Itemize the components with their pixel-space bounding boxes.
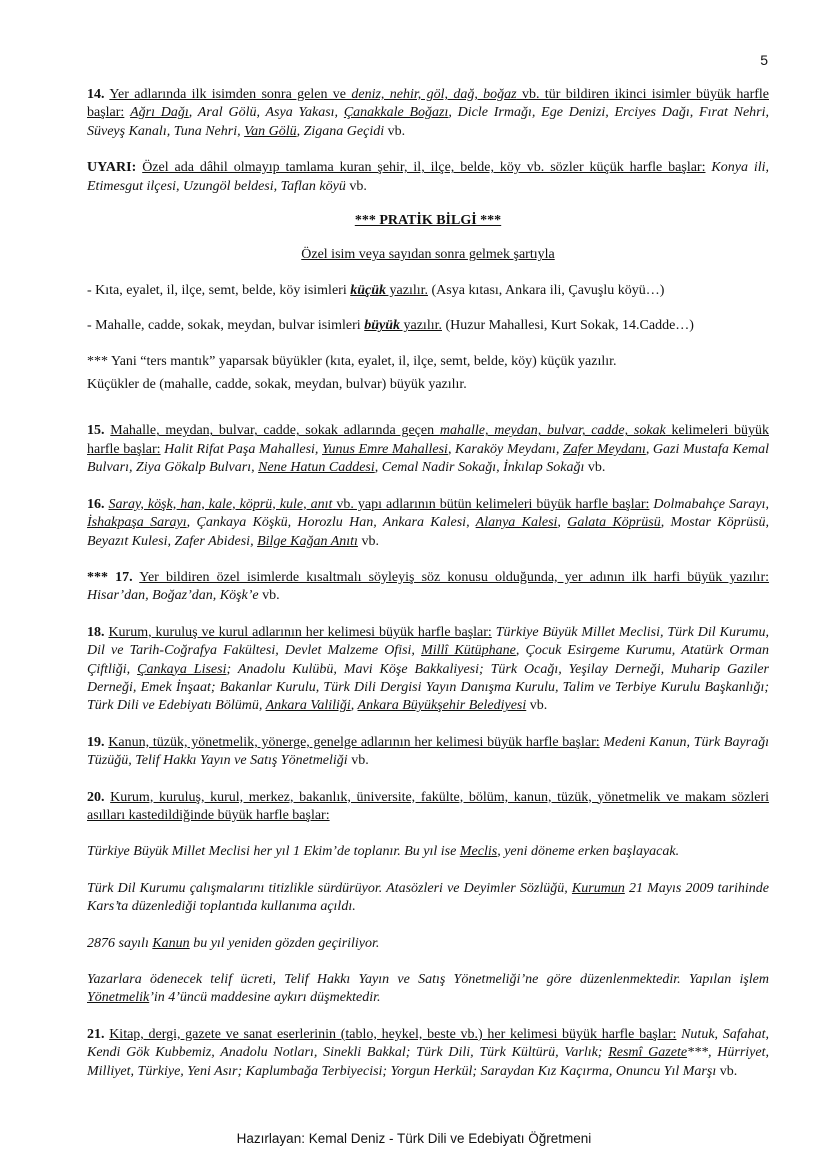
example-sentence-3: 2876 sayılı Kanun bu yıl yeniden gözden geçiriliyor. bbox=[87, 935, 380, 951]
example-sentence-1: Türkiye Büyük Millet Meclisi her yıl 1 Ekim’de toplanır. Bu yıl ise Meclis, yeni döneme erken başlayacak. bbox=[87, 844, 680, 860]
rule-number: 15. bbox=[87, 423, 105, 439]
example-sentence-4: Yazarlara ödenecek telif ücreti, Telif Hakkı Yayın ve Satış Yönetmeliği’ne göre düzenlenmektedir. Yapılan işlem Yönetmelik’in 4’üncü maddesine aykırı düşmektedir. bbox=[87, 972, 769, 1006]
rule-text: Yer adlarında ilk isimden sonra gelen ve deniz, nehir, göl, dağ, boğaz vb. tür bildiren ikinci isimler büyük harfle başlar: bbox=[87, 87, 770, 121]
example-sentence-2: Türk Dil Kurumu çalışmalarını titizlikle sürdürüyor. Atasözleri ve Deyimler Sözlüğü, Kurumun 21 Mayıs 2009 tarihinde Kars’ta düzenlediği toplantıda kullanıma açıldı. bbox=[87, 880, 770, 915]
rule-number: 20. bbox=[87, 789, 105, 805]
rule-text: Kitap, dergi, gazete ve sanat eserlerinin (tablo, heykel, beste vb.) her kelimesi büyük harfle başlar: bbox=[109, 1026, 677, 1042]
rule-17: *** 17. Yer bildiren özel isimlerde kısaltmalı söyleyiş söz konusu olduğunda, yer adının ilk harfi büyük yazılır: Hisar’dan, Boğaz’dan, Köşk’e vb. bbox=[87, 569, 770, 604]
page-footer: Hazırlayan: Kemal Deniz - Türk Dili ve Edebiyatı Öğretmeni bbox=[236, 1131, 592, 1146]
practical-line-3: *** Yani “ters mantık” yaparsak büyükler (kıta, eyalet, il, ilçe, semt, belde, köy) küçük yazılır. bbox=[87, 353, 617, 369]
warning-note: UYARI: Özel ada dâhil olmayıp tamlama kuran şehir, il, ilçe, belde, köy vb. sözler küçük harfle başlar: Konya ili, Etimesgut ilçesi, Uzungöl beldesi, Taflan köyü vb. bbox=[87, 160, 770, 194]
examples: Dolmabahçe Sarayı, İshakpaşa Sarayı, Çankaya Köşkü, Horozlu Han, Ankara Kalesi, Alanya Kalesi, Galata Köprüsü, Mostar Köprüsü, Beyazıt Kulesi, Zafer Abidesi, Bilge Kağan Anıtı bbox=[87, 496, 770, 549]
rule-14: 14. Yer adlarında ilk isimden sonra gelen ve deniz, nehir, göl, dağ, boğaz vb. tür bildiren ikinci isimler büyük harfle başlar: Ağrı Dağı, Aral Gölü, Asya Yakası, Çanakkale Boğazı, Dicle Irmağı, Ege Denizi, Erciyes Dağı, Fırat Nehri, Süveyş Kanalı, Tuna Nehri, Van Gölü, Zigana Geçidi vb. bbox=[87, 87, 770, 139]
examples: Nutuk, Safahat, Kendi Gök Kubbemiz, Anadolu Notları, Sinekli Bakkal; Türk Dili, Türk Kültürü, Varlık; Resmî Gazete***, Hürriyet, Milliyet, Türkiye, Yeni Asır; Kaplumbağa Terbiyecisi; Yorgun Herkül; Saraydan Kız Kaçırma, Onuncu Yıl Marşı bbox=[87, 1026, 770, 1079]
practical-info-title: *** PRATİK BİLGİ *** bbox=[354, 213, 502, 229]
rule-16: 16. Saray, köşk, han, kale, köprü, kule, anıt vb. yapı adlarının bütün kelimeleri büyük harfle başlar: Dolmabahçe Sarayı, İshakpaşa Sarayı, Çankaya Köşkü, Horozlu Han, Ankara Kalesi, Alanya Kalesi, Galata Köprüsü, Mostar Köprüsü, Beyazıt Kulesi, Zafer Abidesi, Bilge Kağan Anıtı vb. bbox=[87, 496, 770, 549]
document-body bbox=[87, 86, 769, 1081]
rule-text: Kurum, kuruluş, kurul, merkez, bakanlık, üniversite, fakülte, bölüm, kanun, tüzük, yönetmelik ve makam sözleri asılları kastedildiğinde büyük harfle başlar: bbox=[87, 789, 770, 823]
rule-text: Kanun, tüzük, yönetmelik, yönerge, genelge adlarının her kelimesi büyük harfle başlar: bbox=[108, 734, 600, 750]
rule-text: Yer bildiren özel isimlerde kısaltmalı söyleyiş söz konusu olduğunda, yer adının ilk harfi büyük yazılır: bbox=[139, 569, 770, 585]
rule-20 bbox=[87, 789, 769, 826]
rule-text: Mahalle, meydan, bulvar, cadde, sokak adlarında geçen mahalle, meydan, bulvar, cadde, sokak kelimeleri büyük harfle başlar: bbox=[87, 423, 769, 457]
rule-19: 19. Kanun, tüzük, yönetmelik, yönerge, genelge adlarının her kelimesi büyük harfle başlar: Medeni Kanun, Türk Bayrağı Tüzüğü, Telif Hakkı Yayın ve Satış Yönetmeliği vb. bbox=[87, 734, 770, 769]
examples: Hisar’dan, Boğaz’dan, Köşk’e bbox=[87, 588, 259, 604]
examples: Medeni Kanun, Türk Bayrağı Tüzüğü, Telif Hakkı Yayın ve Satış Yönetmeliği bbox=[87, 734, 770, 769]
rule-text: Saray, köşk, han, kale, köprü, kule, anıt vb. yapı adlarının bütün kelimeleri büyük harfle başlar: bbox=[108, 496, 650, 512]
rule-number: 21. bbox=[87, 1026, 105, 1042]
examples: Ağrı Dağı, Aral Gölü, Asya Yakası, Çanakkale Boğazı, Dicle Irmağı, Ege Denizi, Erciyes Dağı, Fırat Nehri, Süveyş Kanalı, Tuna Nehri, Van Gölü, Zigana Geçidi bbox=[87, 105, 770, 139]
rule-number: 16. bbox=[87, 496, 105, 512]
rule-number: 18. bbox=[87, 624, 105, 640]
practical-line-1: - Kıta, eyalet, il, ilçe, semt, belde, köy isimleri küçük yazılır. (Asya kıtası, Ankara ili, Çavuşlu köyü…) bbox=[87, 282, 665, 298]
practical-line-4: Küçükler de (mahalle, cadde, sokak, meydan, bulvar) büyük yazılır. bbox=[87, 377, 467, 393]
page-number: 5 bbox=[760, 52, 768, 68]
rule-number: 14. bbox=[87, 87, 105, 102]
rule-text: Kurum, kuruluş ve kurul adlarının her kelimesi büyük harfle başlar: bbox=[108, 624, 492, 640]
practical-line-2: - Mahalle, cadde, sokak, meydan, bulvar isimleri büyük yazılır. (Huzur Mahallesi, Kurt Sokak, 14.Cadde…) bbox=[87, 318, 694, 334]
rule-number: 17. bbox=[115, 569, 133, 585]
rule-21: 21. Kitap, dergi, gazete ve sanat eserlerinin (tablo, heykel, beste vb.) her kelimesi büyük harfle başlar: Nutuk, Safahat, Kendi Gök Kubbemiz, Anadolu Notları, Sinekli Bakkal; Türk Dili, Türk Kültürü, Varlık; Resmî Gazete***, Hürriyet, Milliyet, Türkiye, Yeni Asır; Kaplumbağa Terbiyecisi; Yorgun Herkül; Saraydan Kız Kaçırma, Onuncu Yıl Marşı vb. bbox=[87, 1026, 770, 1079]
rule-18: 18. Kurum, kuruluş ve kurul adlarının her kelimesi büyük harfle başlar: Türkiye Büyük Millet Meclisi, Türk Dil Kurumu, Dil ve Tarih-Coğrafya Fakültesi, Devlet Malzeme Ofisi, Millî Kütüphane, Çocuk Esirgeme Kurumu, Atatürk Orman Çiftliği, Çankaya Lisesi; Anadolu Kulübü, Mavi Köşe Bakkaliyesi; Türk Ocağı, Yeşilay Derneği, Muharip Gaziler Derneği, Emek İnşaat; Bakanlar Kurulu, Türk Dili Dergisi Yayın Danışma Kurulu, Talim ve Terbiye Kurulu Başkanlığı; Türk Dili ve Edebiyatı Bölümü, Ankara Valiliği, Ankara Büyükşehir Belediyesi vb. bbox=[87, 624, 770, 714]
examples: Halit Rifat Paşa Mahallesi, Yunus Emre Mahallesi, Karaköy Meydanı, Zafer Meydanı, Gazi Mustafa Kemal Bulvarı, Ziya Gökalp Bulvarı, Nene Hatun Caddesi, Cemal Nadir Sokağı, İnkılap Sokağı bbox=[87, 441, 770, 476]
warning-examples: Konya ili, Etimesgut ilçesi, Uzungöl beldesi, Taflan köyü bbox=[87, 160, 770, 194]
warning-label: UYARI: bbox=[87, 160, 137, 176]
warning-text: Özel ada dâhil olmayıp tamlama kuran şehir, il, ilçe, belde, köy vb. sözler küçük harfle başlar: bbox=[142, 160, 706, 176]
examples: Türkiye Büyük Millet Meclisi, Türk Dil Kurumu, Dil ve Tarih-Coğrafya Fakültesi, Devlet Malzeme Ofisi, Millî Kütüphane, Çocuk Esirgeme Kurumu, Atatürk Orman Çiftliği, Çankaya Lisesi; Anadolu Kulübü, Mavi Köşe Bakkaliyesi; Türk Ocağı, Yeşilay Derneği, Muharip Gaziler Derneği, Emek İnşaat; Bakanlar Kurulu, Türk Dili Dergisi Yayın Danışma Kurulu, Talim ve Terbiye Kurulu Başkanlığı; Türk Dili ve Edebiyatı Bölümü, Ankara Valiliği, Ankara Büyükşehir Belediyesi bbox=[87, 624, 770, 714]
practical-info-subtitle: Özel isim veya sayıdan sonra gelmek şartıyla bbox=[301, 247, 555, 263]
rule-15: 15. Mahalle, meydan, bulvar, cadde, sokak adlarında geçen mahalle, meydan, bulvar, cadde, sokak kelimeleri büyük harfle başlar: Halit Rifat Paşa Mahallesi, Yunus Emre Mahallesi, Karaköy Meydanı, Zafer Meydanı, Gazi Mustafa Kemal Bulvarı, Ziya Gökalp Bulvarı, Nene Hatun Caddesi, Cemal Nadir Sokağı, İnkılap Sokağı vb. bbox=[87, 423, 770, 476]
rule-number: 19. bbox=[87, 734, 105, 750]
